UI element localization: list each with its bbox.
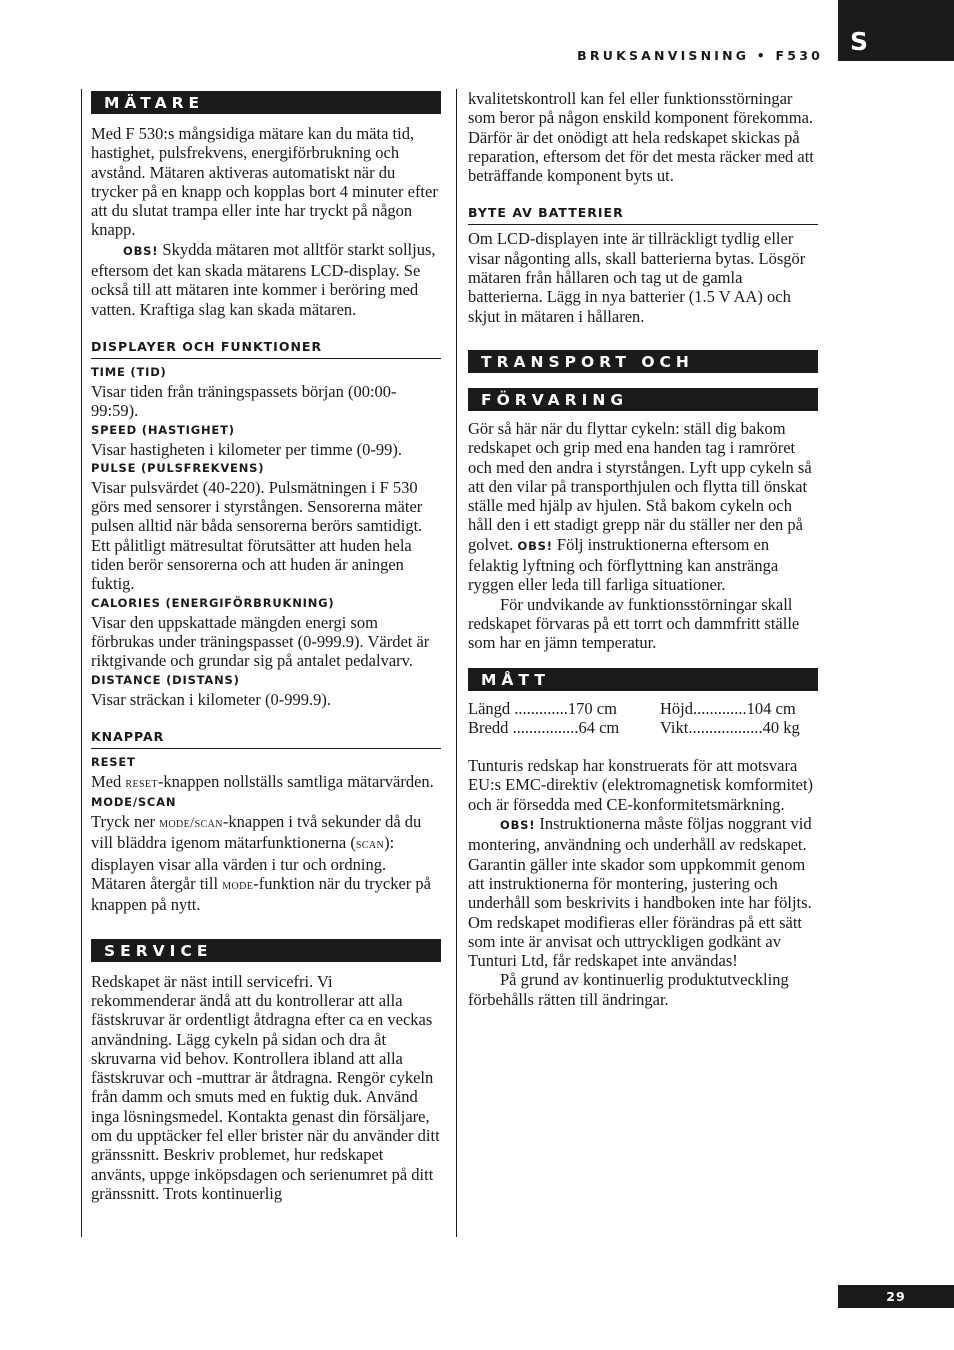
speed-description: Visar hastigheten i kilometer per timme (0-99). xyxy=(91,439,403,459)
dimension-height: Höjd.............104 cm xyxy=(660,698,796,718)
service-text: Redskapet är näst intill servicefri. Vi rekommenderar ändå att du kontrollerar att alla fästskruvar är ordentligt åtdragna efter ca en veckas användning. Lägg cykeln på sidan och dra åt skruvarna vid behov. Kontrollera ibland att alla fästskruvar och -muttrar är åtdragna. Rengör cykeln från damm och smuts med en fuktig duk. Använd inga lösningsmedel. Kontakta genast din försäljare, om du upptäcker fel eller brister när du använder ditt gränssnitt. Beskriv problemet, hur redskapet använts, uppge inköpsdagen och serienumret på ditt gränssnitt. Trots kontinuerlig xyxy=(91,971,440,1203)
obs-label: OBS! xyxy=(123,243,159,258)
term-speed: SPEED (HASTIGHET) xyxy=(91,422,235,437)
mode-text-3: ): displayen visar alla värden i tur och ordning. Mätaren återgår till xyxy=(91,833,395,894)
mode-key-name: mode xyxy=(222,877,254,894)
transport-text: Gör så här när du flyttar cykeln: ställ dig bakom redskapet och grip med ena handen tag i ramröret och med den andra i styrstången. Lyft upp cykeln så att den vilar på transporthjulen och flytta till önskat ställe med hjälp av hjulen. Stå bakom cykeln och håll den i ett stadigt grepp när du ställer ner den på golvet. xyxy=(468,418,812,554)
reset-text-2: -knappen nollställs samtliga mätarvärden. xyxy=(157,771,434,791)
time-description: Visar tiden från träningspassets början (00:00-99:59). xyxy=(91,381,397,421)
reset-key-name: reset xyxy=(125,774,158,791)
product-development-text: På grund av kontinuerlig produktutveckling förbehålls rätten till ändringar. xyxy=(468,970,789,1009)
mode-text-1: Tryck ner xyxy=(91,812,160,832)
service-text-continued: kvalitetskontroll kan fel eller funktionsstörningar som beror på någon enskild komponent förekomma. Därför är det onödigt att hela redskapet skickas på reparation, eftersom det för det mesta räcker med att beträffande komponent byts ut. xyxy=(468,89,814,186)
transport-paragraph xyxy=(468,419,818,595)
language-tab: S xyxy=(838,0,954,61)
section-heading-transport: TRANSPORT OCH xyxy=(468,350,818,373)
term-reset: RESET xyxy=(91,754,136,769)
section-heading-forvaring: FÖRVARING xyxy=(468,388,818,411)
section-heading-matt: MÅTT xyxy=(468,668,818,691)
term-calories: CALORIES (ENERGIFÖRBRUKNING) xyxy=(91,595,335,610)
term-mode-scan: MODE/SCAN xyxy=(91,795,177,810)
subheading-knappar: KNAPPAR xyxy=(91,729,441,749)
reset-description xyxy=(91,772,441,793)
matt-obs-paragraph xyxy=(468,814,818,970)
scan-key-name: scan xyxy=(355,836,385,853)
running-head: BRUKSANVISNING • F530 xyxy=(577,48,823,63)
transport-obs-text: Följ instruktionerna eftersom en felaktig lyftning och förflyttning kan anstränga ryggen eller leda till farliga situationer. xyxy=(468,534,779,595)
term-distance: DISTANCE (DISTANS) xyxy=(91,672,240,687)
forvaring-text: För undvikande av funktionsstörningar skall redskapet förvaras på ett torrt och dammfritt ställe som har en jämn temperatur. xyxy=(468,594,800,653)
dimension-length: Längd .............170 cm xyxy=(468,698,617,718)
mode-scan-key-name: mode/scan xyxy=(159,815,223,832)
matare-obs-text: Skydda mätaren mot alltför starkt solljus, eftersom det kan skada mätarens LCD-display. Se också till att mätaren inte kommer i beröring med vatten. Kraftiga slag kan skada mätaren. xyxy=(91,239,436,319)
term-pulse: PULSE (PULSFREKVENS) xyxy=(91,460,265,475)
calories-description: Visar den uppskattade mängden energi som förbrukas under träningspasset (0-999.9). Värdet är riktgivande och grundar sig på antalet pedalvarv. xyxy=(91,612,430,671)
section-heading-matare: MÄTARE xyxy=(91,91,441,114)
obs-label: OBS! xyxy=(517,538,553,553)
mode-text-4: -funktion när du trycker på knappen på nytt. xyxy=(91,874,432,915)
emc-text: Tunturis redskap har konstruerats för att motsvara EU:s EMC-direktiv (elektromagnetisk komformitet) och är försedda med CE-konformitetsmärkning. xyxy=(468,756,814,814)
subheading-displayer: DISPLAYER OCH FUNKTIONER xyxy=(91,339,441,359)
matare-intro: Med F 530:s mångsidiga mätare kan du mäta tid, hastighet, pulsfrekvens, energiförbrukning och avstånd. Mätaren aktiveras automatiskt när du trycker på en knapp och kopplas bort 4 minuter efter att du slutat trampa eller inte har tryckt på någon knapp. xyxy=(91,124,438,240)
dimensions-row-1 xyxy=(468,699,818,718)
dimensions-row-2 xyxy=(468,718,818,737)
pulse-description: Visar pulsvärdet (40-220). Pulsmätningen i F 530 görs med sensorer i styrstången. Sensorerna mäter pulsen alltid när båda sensorerna berörs samtidigt. Ett pålitligt mätresultat förutsätter att huden hela tiden berör sensorerna och att huden är aningen fuktig. xyxy=(91,477,423,594)
subheading-batterier: BYTE AV BATTERIER xyxy=(468,205,818,225)
matt-obs-text: Instruktionerna måste följas noggrant vid montering, användning och underhåll av redskapet. Garantin gäller inte skador som uppkommit genom att instruktionerna för montering, justering och underhåll som beskrivits i handboken inte har följts. Om redskapet modifieras eller förändras på ett sätt som inte är anvisat och uttryckligen godkänt av Tunturi Ltd, får redskapet inte användas! xyxy=(468,814,812,971)
obs-label: OBS! xyxy=(500,818,536,833)
left-column xyxy=(81,89,441,1237)
section-heading-service: SERVICE xyxy=(91,939,441,962)
dimension-width: Bredd ................64 cm xyxy=(468,717,620,737)
right-column xyxy=(456,89,818,1237)
reset-text-1: Med xyxy=(91,771,126,791)
mode-text-2: -knappen i två sekunder då du vill bläddra igenom mätarfunktionerna ( xyxy=(91,812,422,853)
mode-scan-description xyxy=(91,812,441,914)
dimension-weight: Vikt..................40 kg xyxy=(660,717,800,737)
matare-obs-paragraph xyxy=(91,240,441,319)
term-time: TIME (TID) xyxy=(91,364,167,379)
page-number: 29 xyxy=(838,1285,954,1308)
distance-description: Visar sträckan i kilometer (0-999.9). xyxy=(91,689,332,709)
batterier-text: Om LCD-displayen inte är tillräckligt tydlig eller visar någonting alls, skall batterierna bytas. Lösgör mätaren från hållaren och tag ut de gamla batterierna. Lägg in nya batterier (1.5 V AA) och skjut in mätaren i hållaren. xyxy=(468,229,806,326)
